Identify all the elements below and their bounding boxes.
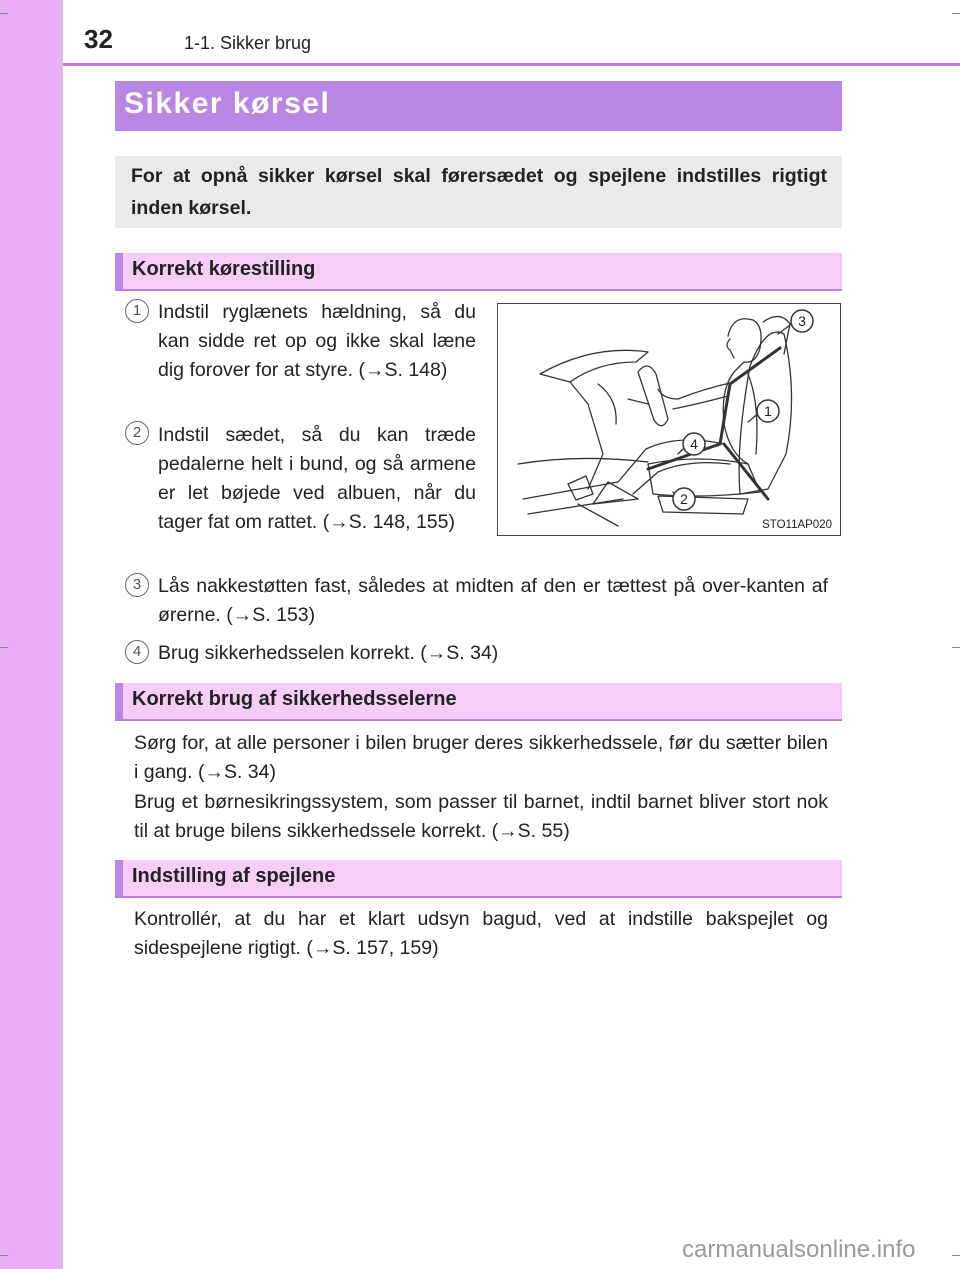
section-reference: 1-1. Sikker brug [184,33,312,53]
step-number-4: 4 [125,640,149,664]
crop-mark [952,13,960,14]
crop-mark [0,647,8,648]
step-2-text: Indstil sædet, så du kan træde pedalerne helt i bund, og så armene er let bøjede ved albuen, når du tager fat om rattet. (→S. 148, 155) [158,424,476,533]
seating-position-illustration [497,303,841,536]
header-rule [63,63,960,66]
subheading-korrekt-korestilling: Korrekt kørestilling [132,258,316,280]
driver-seat-drawing [498,304,840,535]
callout-2: 2 [680,491,688,507]
intro-text: For at opnå sikker kørsel skal førersædet og spejlene indstilles rigtigt inden kørsel. [131,165,827,219]
subheading-spejlene: Indstilling af spejlene [132,865,336,887]
crop-mark [0,1255,8,1256]
seatbelt-paragraph-1: Sørg for, at alle personer i bilen bruger deres sikkerhedssele, før du sætter bilen i gang. (→S. 34) [134,732,828,783]
seatbelt-paragraph-2: Brug et børnesikringssystem, som passer til barnet, indtil barnet bliver stort nok til at bruge bilens sikkerhedssele korrekt. (→S. 55) [134,791,828,842]
step-1-text: Indstil ryglænets hældning, så du kan sidde ret op og ikke skal læne dig forover for at styre. (→S. 148) [158,301,476,381]
crop-mark [952,1255,960,1256]
crop-mark [0,13,8,14]
figure-label: STO11AP020 [762,519,832,531]
crop-mark [952,647,960,648]
page-side-tab [0,0,63,1269]
step-number-2: 2 [125,421,149,445]
page-number: 32 [84,24,113,54]
callout-4: 4 [690,436,698,452]
step-number-3: 3 [125,573,149,597]
step-3-text: Lås nakkestøtten fast, således at midten af den er tættest på over-kanten af ørerne. (→S. 153) [158,575,828,626]
page-title: Sikker kørsel [124,87,331,120]
watermark: carmanualsonline.info [682,1236,916,1263]
mirror-paragraph: Kontrollér, at du har et klart udsyn bagud, ved at indstille bakspejlet og sidespejlene rigtigt. (→S. 157, 159) [134,908,828,959]
subheading-sikkerhedsselerne: Korrekt brug af sikkerhedsselerne [132,688,457,710]
callout-1: 1 [764,403,772,419]
step-4-text: Brug sikkerhedsselen korrekt. (→S. 34) [158,642,499,664]
step-number-1: 1 [125,299,149,323]
callout-3: 3 [798,313,806,329]
